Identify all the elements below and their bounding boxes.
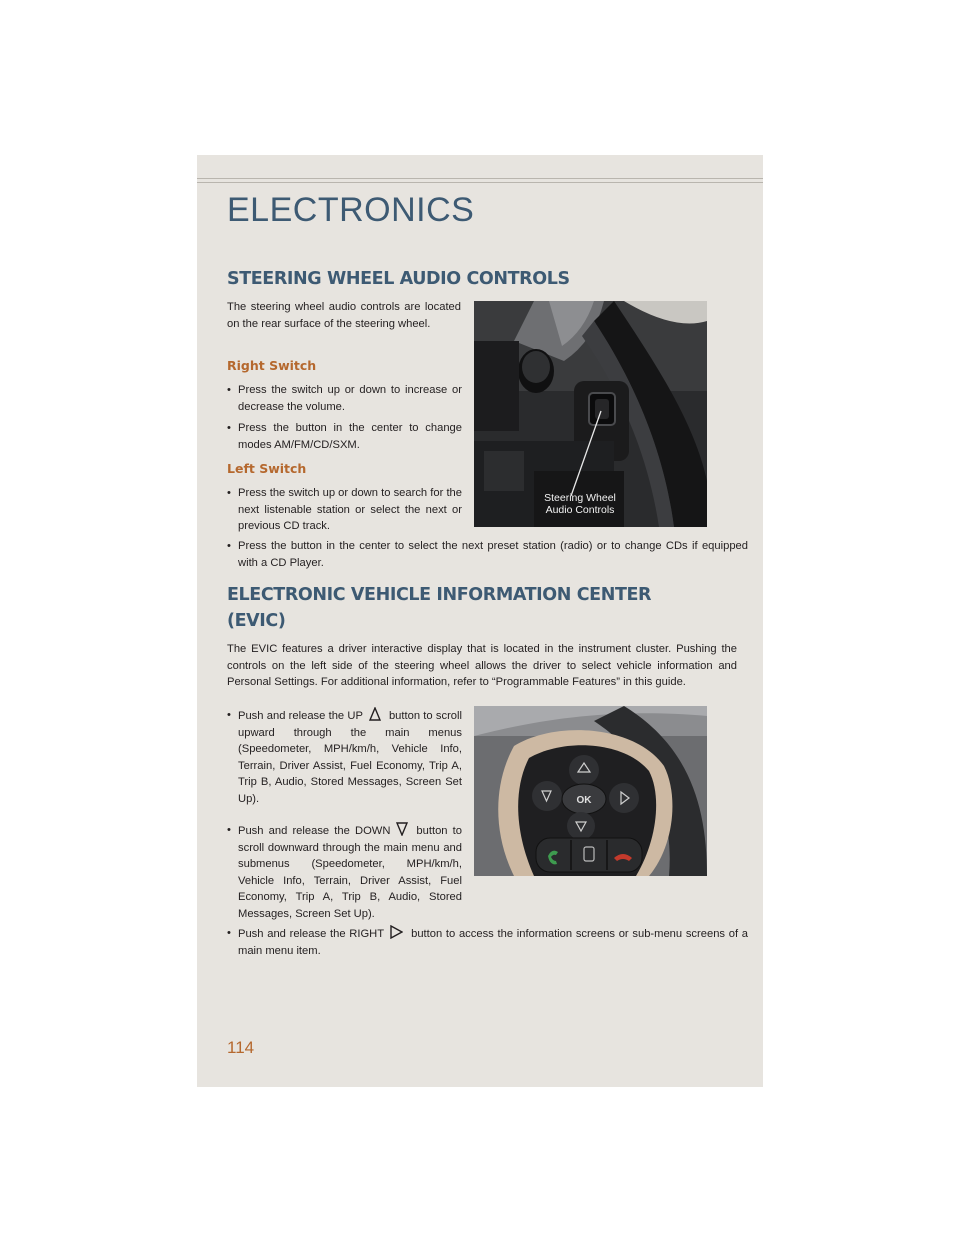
top-rule-inner bbox=[197, 182, 763, 183]
evic-intro: The EVIC features a driver interactive display that is located in the instrument cluster. Pushing the controls on the left side of the steering wheel allows the driver to select vehicle information and Personal Settings. For additional information, refer to “Programmable Features” in this guide. bbox=[227, 643, 737, 688]
heading-right-switch: Right Switch bbox=[227, 358, 317, 373]
up-triangle-icon bbox=[369, 707, 381, 721]
heading-left-switch: Left Switch bbox=[227, 461, 307, 476]
steering-wheel-rear-image bbox=[474, 301, 707, 527]
evic-right-item: • Push and release the RIGHT button to access the information screens or sub-menu screens of a main menu item. bbox=[227, 927, 748, 957]
photo-caption-line-2: Audio Controls bbox=[545, 504, 615, 516]
down-triangle-icon bbox=[396, 822, 408, 836]
steering-wheel-audio-controls-photo bbox=[474, 301, 707, 527]
heading-evic-line-2: (EVIC) bbox=[227, 611, 286, 631]
heading-steering-wheel-audio-controls: STEERING WHEEL AUDIO CONTROLS bbox=[227, 269, 570, 289]
right-switch-item-1: • Press the switch up or down to increase or decrease the volume. bbox=[227, 384, 462, 413]
section-title: ELECTRONICS bbox=[227, 191, 475, 229]
page-number: 114 bbox=[227, 1038, 255, 1057]
right-switch-item-2: • Press the button in the center to change modes AM/FM/CD/SXM. bbox=[227, 422, 462, 451]
manual-page bbox=[197, 155, 763, 1087]
left-switch-item-2: • Press the button in the center to select the next preset station (radio) or to change CDs if equipped with a CD Player. bbox=[227, 540, 748, 569]
audio-controls-intro: The steering wheel audio controls are located on the rear surface of the steering wheel. bbox=[227, 301, 461, 330]
steering-wheel-evic-controls-photo bbox=[474, 706, 707, 876]
photo-caption-line-1: Steering Wheel bbox=[544, 492, 616, 504]
evic-up-item: • Push and release the UP button to scroll upward through the main menus (Speedometer, MPH/km/h, Vehicle Info, Terrain, Driver Assist, Fuel Economy, Trip A, Trip B, Audio, Stored Messages, Screen Set Up). bbox=[227, 709, 462, 805]
evic-down-item: • Push and release the DOWN button to scroll downward through the main menu and submenus (Speedometer, MPH/km/h, Vehicle Info, Terrain, Driver Assist, Fuel Economy, Trip A, Trip B, Audio, Stored Messages, Screen Set Up). bbox=[227, 824, 463, 920]
heading-evic-line-1: ELECTRONIC VEHICLE INFORMATION CENTER bbox=[227, 585, 652, 605]
ok-button-label: OK bbox=[576, 795, 592, 806]
right-triangle-icon bbox=[390, 925, 403, 939]
steering-wheel-front-image bbox=[474, 706, 707, 876]
top-rule bbox=[197, 178, 763, 179]
left-switch-item-1: • Press the switch up or down to search for the next listenable station or select the next or previous CD track. bbox=[227, 487, 462, 532]
